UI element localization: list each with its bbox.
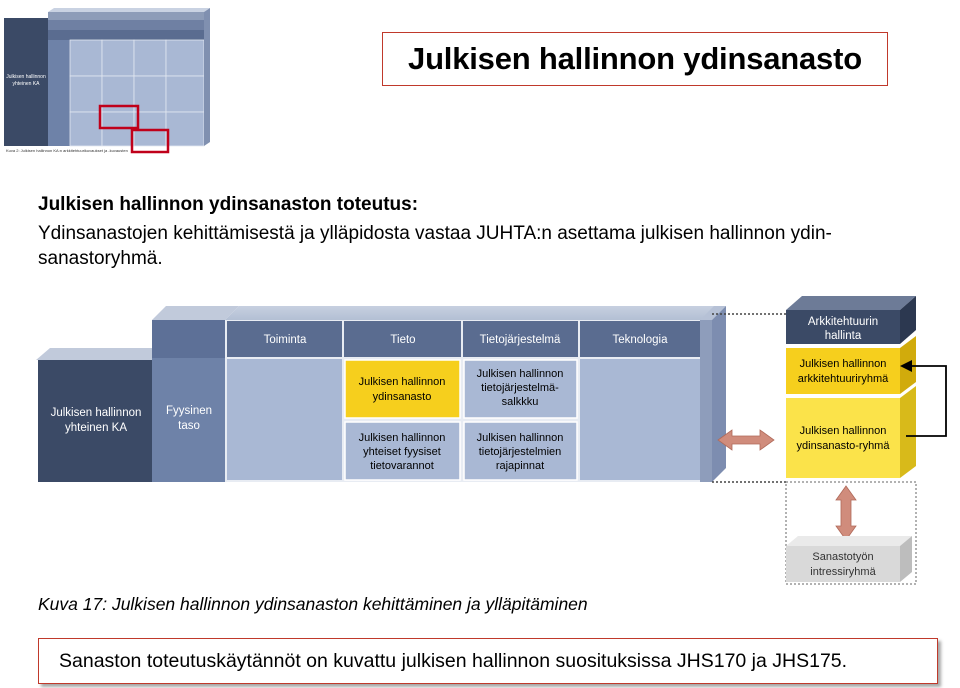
section-text: Ydinsanastojen kehittämisestä ja ylläpidosta vastaa JUHTA:n asettama julkisen hallinnon ydin-sanastoryhmä. (38, 223, 832, 269)
section-heading: Julkisen hallinnon ydinsanaston toteutus: (38, 194, 419, 215)
tj-rajapinnat-line2: tietojärjestelmien (478, 446, 562, 458)
column-label-tietojarjestelma: Tietojärjestelmä (479, 334, 561, 346)
column-label-toiminta: Toiminta (263, 334, 307, 346)
group2-line1: Julkisen hallinnon (799, 425, 887, 437)
ydinsanasto-line2: ydinsanasto (372, 391, 432, 403)
tietovarannot-line1: Julkisen hallinnon (358, 432, 446, 444)
horizontal-double-arrow (718, 430, 774, 450)
right-header-line2: hallinta (824, 330, 862, 342)
tj-salkku-line3: salkkku (501, 396, 539, 408)
group3-line1: Sanastotyön (812, 551, 874, 563)
thumbnail-image (4, 6, 210, 154)
group3-line2: intressiryhmä (810, 566, 876, 578)
fyysinen-label-line2: taso (178, 420, 200, 432)
vertical-double-arrow (836, 486, 856, 540)
thumbnail-caption: Kuva 2: Julkisen hallinnon KA:n arkkitehtuurikuvaukset ja -kuvausten (6, 148, 128, 153)
footer-text: Sanaston toteutuskäytännöt on kuvattu julkisen hallinnon suosituksissa JHS170 ja JHS175. (59, 649, 848, 672)
ka-top-face (36, 348, 166, 360)
tj-salkku-line2: tietojärjestelmä- (481, 382, 559, 394)
group-ydinsanasto-ryhma (786, 398, 900, 478)
right-header-line1: Arkkitehtuurin (807, 316, 879, 328)
group2-line2: ydinsanasto-ryhmä (796, 440, 890, 452)
column-label-tieto: Tieto (390, 334, 416, 346)
page-title: Julkisen hallinnon ydinsanasto (408, 41, 862, 76)
ka-label-line1: Julkisen hallinnon (50, 407, 142, 419)
tietovarannot-line3: tietovarannot (370, 460, 434, 472)
cell-ydinsanasto (345, 360, 460, 418)
column-label-teknologia: Teknologia (612, 334, 668, 346)
group1-line2: arkkitehtuuriryhmä (797, 373, 889, 385)
tj-rajapinnat-line1: Julkisen hallinnon (476, 432, 564, 444)
tietovarannot-line2: yhteiset fyysiset (363, 446, 441, 458)
figure-caption: Kuva 17: Julkisen hallinnon ydinsanaston kehittäminen ja ylläpitäminen (38, 594, 588, 614)
footer-box (38, 638, 938, 684)
cell-toiminta (227, 359, 342, 480)
group1-line1: Julkisen hallinnon (799, 358, 887, 370)
tj-rajapinnat-line3: rajapinnat (495, 460, 545, 472)
tj-salkku-line1: Julkisen hallinnon (476, 368, 564, 380)
ka-label-line2: yhteinen KA (64, 422, 128, 434)
ka-block (38, 360, 152, 482)
svg-text:yhteinen KA: yhteinen KA (12, 81, 40, 87)
cell-teknologia (580, 359, 700, 480)
svg-text:Julkisen hallinnon: Julkisen hallinnon (6, 74, 46, 80)
ka-diagram (0, 290, 960, 590)
title-box (382, 32, 888, 86)
group-arkkitehtuuriryhma (786, 348, 900, 394)
ydinsanasto-line1: Julkisen hallinnon (358, 376, 446, 388)
fyysinen-label-line1: Fyysinen (165, 405, 213, 417)
